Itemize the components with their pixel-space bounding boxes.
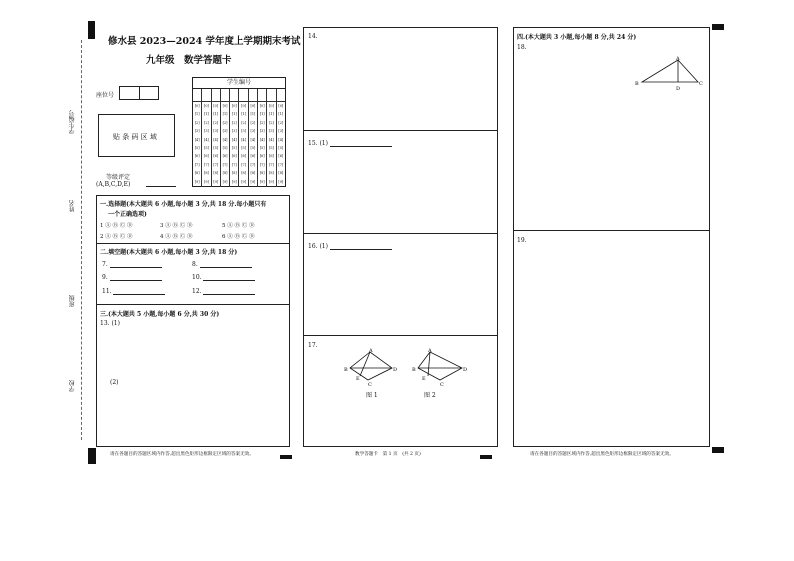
student-id-digit-box[interactable] <box>258 89 266 102</box>
student-id-bubble[interactable]: [2] <box>269 120 274 125</box>
student-id-bubble[interactable]: [2] <box>222 120 228 125</box>
tri-label-b: B <box>635 81 639 87</box>
registration-mark <box>88 21 95 39</box>
student-id-bubble[interactable]: [5] <box>241 146 247 151</box>
registration-mark <box>712 24 724 30</box>
student-id-digit-box[interactable] <box>193 89 201 102</box>
student-id-bubble[interactable]: [7] <box>213 162 219 167</box>
fig1-label-b: B <box>344 367 348 373</box>
student-id-bubble[interactable]: [1] <box>250 112 256 117</box>
student-id-bubble[interactable]: [6] <box>222 154 228 159</box>
q19-label: 19. <box>517 237 527 244</box>
student-id-bubble[interactable]: [4] <box>278 137 284 142</box>
student-id-bubble[interactable]: [5] <box>194 146 200 151</box>
student-id-bubble[interactable]: [8] <box>259 171 265 176</box>
student-id-bubble[interactable]: [4] <box>222 137 228 142</box>
calc-section-title: 三.(本大题共 5 小题,每小题 6 分,共 30 分) <box>100 311 220 318</box>
student-id-bubble[interactable]: [6] <box>204 154 209 159</box>
student-id-grid <box>192 77 286 187</box>
choice-row-6[interactable]: 6 Ⓐ Ⓑ Ⓒ Ⓓ <box>222 234 255 240</box>
student-id-bubble[interactable]: [3] <box>269 129 274 134</box>
figure-2-caption: 图 2 <box>424 392 436 399</box>
student-id-column[interactable] <box>277 89 285 187</box>
student-id-bubble[interactable]: [5] <box>213 146 219 151</box>
student-id-bubble[interactable]: [3] <box>222 129 228 134</box>
student-id-bubble[interactable]: [0] <box>213 104 219 108</box>
student-id-digit-box[interactable] <box>230 89 238 102</box>
student-id-bubble[interactable]: [0] <box>241 104 247 108</box>
q13-part1: 13. (1) <box>100 320 120 327</box>
fig1-label-c: C <box>368 382 372 388</box>
student-id-bubble[interactable]: [9] <box>204 179 209 184</box>
choice-section-title-2: 一个正确选项) <box>108 211 147 218</box>
student-id-column[interactable] <box>202 89 211 187</box>
student-id-column[interactable] <box>267 89 276 187</box>
student-id-bubble[interactable]: [6] <box>278 154 284 159</box>
q15-label[interactable]: 15. (1) <box>308 140 392 147</box>
fill-item-8[interactable]: 8. <box>192 261 252 268</box>
student-id-column[interactable] <box>249 89 258 187</box>
fill-item-12[interactable]: 12. <box>192 288 255 295</box>
side-label-class: 班级 <box>69 295 76 307</box>
student-id-bubble[interactable]: [1] <box>259 112 265 117</box>
student-id-bubble[interactable]: [1] <box>222 112 228 117</box>
student-id-bubble[interactable]: [4] <box>250 137 256 142</box>
student-id-bubble[interactable]: [5] <box>259 146 265 151</box>
student-id-bubble[interactable]: [9] <box>241 179 247 184</box>
student-id-bubble[interactable]: [1] <box>204 112 209 117</box>
student-id-bubble[interactable]: [2] <box>241 120 247 125</box>
binding-line <box>81 40 82 440</box>
fig2-label-a: A <box>428 348 432 354</box>
student-id-bubble[interactable]: [5] <box>250 146 256 151</box>
student-id-bubble[interactable]: [4] <box>269 137 274 142</box>
student-id-bubble[interactable]: [8] <box>213 171 219 176</box>
grade-options: (A,B,C,D,E) <box>96 181 131 188</box>
student-id-bubble[interactable]: [1] <box>269 112 274 117</box>
triangle-figure <box>632 56 706 92</box>
exam-title: 修水县 2023—2024 学年度上学期期末考试 <box>108 36 301 47</box>
tri-label-d: D <box>676 86 681 92</box>
fig2-label-c: C <box>440 382 444 388</box>
student-id-column[interactable] <box>221 89 230 187</box>
side-label-school: 学校 <box>69 380 76 392</box>
seat-label: 座位号 <box>96 92 115 99</box>
fill-section-title: 二.填空题(本大题共 6 小题,每小题 3 分,共 18 分) <box>100 249 238 256</box>
student-id-bubble[interactable]: [4] <box>241 137 247 142</box>
student-id-bubble[interactable]: [0] <box>259 104 265 108</box>
student-id-bubble[interactable]: [3] <box>259 129 265 134</box>
student-id-bubble[interactable]: [3] <box>241 129 247 134</box>
side-label-name: 姓名 <box>69 200 76 212</box>
grade-label: 等级评定 <box>106 174 131 181</box>
q14-label: 14. <box>308 33 318 40</box>
student-id-bubble[interactable]: [9] <box>194 179 200 184</box>
student-id-bubble[interactable]: [6] <box>231 154 237 159</box>
student-id-bubble[interactable]: [9] <box>231 179 237 184</box>
student-id-bubble[interactable]: [0] <box>250 104 256 108</box>
student-id-bubble[interactable]: [9] <box>213 179 219 184</box>
fig1-label-e: E <box>356 376 360 382</box>
student-id-bubble[interactable]: [7] <box>231 162 237 167</box>
student-id-bubble[interactable]: [2] <box>278 120 284 125</box>
q17-label: 17. <box>308 342 318 349</box>
student-id-bubble[interactable]: [0] <box>269 104 274 108</box>
student-id-column[interactable] <box>239 89 248 187</box>
fig2-label-b: B <box>412 367 416 373</box>
student-id-bubble[interactable]: [9] <box>278 179 284 184</box>
student-id-bubble[interactable]: [4] <box>213 137 219 142</box>
student-id-bubble[interactable]: [3] <box>250 129 256 134</box>
footer-note-right: 请在各题目的答题区域内作答,超出黑色矩形边框限定区域的答案无效。 <box>530 452 674 457</box>
choice-row-4[interactable]: 4 Ⓐ Ⓑ Ⓒ Ⓓ <box>160 234 193 240</box>
student-id-bubble[interactable]: [4] <box>194 137 200 142</box>
registration-mark <box>480 455 492 459</box>
student-id-bubble[interactable]: [3] <box>213 129 219 134</box>
student-id-bubble[interactable]: [8] <box>231 171 237 176</box>
student-id-title: 学生编号 <box>193 78 285 89</box>
student-id-bubble[interactable]: [1] <box>231 112 237 117</box>
student-id-bubble[interactable]: [3] <box>204 129 209 134</box>
registration-mark <box>88 448 96 464</box>
student-id-bubble[interactable]: [2] <box>213 120 219 125</box>
student-id-bubble[interactable]: [2] <box>259 120 265 125</box>
student-id-bubble[interactable]: [0] <box>194 104 200 108</box>
student-id-bubble[interactable]: [7] <box>241 162 247 167</box>
student-id-bubble[interactable]: [9] <box>269 179 274 184</box>
student-id-bubble[interactable]: [7] <box>204 162 209 167</box>
student-id-bubble[interactable]: [3] <box>231 129 237 134</box>
student-id-bubble[interactable]: [7] <box>259 162 265 167</box>
registration-mark <box>712 447 724 453</box>
student-id-column[interactable] <box>230 89 239 187</box>
student-id-bubble[interactable]: [7] <box>269 162 274 167</box>
section-4-title: 四.(本大题共 3 小题,每小题 8 分,共 24 分) <box>517 34 637 41</box>
choice-row-5[interactable]: 5 Ⓐ Ⓑ Ⓒ Ⓓ <box>222 223 255 229</box>
student-id-bubble[interactable]: [5] <box>231 146 237 151</box>
side-label-student-id: 学生编号 <box>69 110 76 134</box>
student-id-bubble[interactable]: [8] <box>241 171 247 176</box>
student-id-bubble[interactable]: [5] <box>269 146 274 151</box>
student-id-bubble[interactable]: [8] <box>194 171 200 176</box>
student-id-digit-box[interactable] <box>267 89 275 102</box>
student-id-bubble[interactable]: [3] <box>194 129 200 134</box>
student-id-bubble[interactable]: [2] <box>231 120 237 125</box>
choice-section-title: 一.选择题(本大题共 6 小题,每小题 3 分,共 18 分.每小题只有 <box>100 201 267 208</box>
student-id-digit-box[interactable] <box>249 89 257 102</box>
student-id-bubble[interactable]: [6] <box>250 154 256 159</box>
card-title: 九年级 数学答题卡 <box>146 55 232 66</box>
q13-part2: (2) <box>110 379 119 386</box>
student-id-digit-box[interactable] <box>239 89 247 102</box>
q18-label: 18. <box>517 44 527 51</box>
student-id-bubble[interactable]: [1] <box>278 112 284 117</box>
tri-label-c: C <box>699 81 703 87</box>
student-id-bubble[interactable]: [5] <box>278 146 284 151</box>
student-id-bubble[interactable]: [7] <box>194 162 200 167</box>
student-id-bubble[interactable]: [5] <box>204 146 209 151</box>
grade-blank[interactable] <box>146 186 176 187</box>
footer-note-left: 请在各题目的答题区域内作答,超出黑色矩形边框限定区域的答案无效。 <box>110 452 254 457</box>
student-id-column[interactable] <box>193 89 202 187</box>
student-id-bubble[interactable]: [9] <box>259 179 265 184</box>
student-id-bubble[interactable]: [6] <box>259 154 265 159</box>
student-id-bubble[interactable]: [7] <box>278 162 284 167</box>
student-id-bubble[interactable]: [7] <box>250 162 256 167</box>
student-id-bubble[interactable]: [8] <box>204 171 209 176</box>
footer-page-number: 数学答题卡 第 1 页 (共 2 页) <box>355 452 421 457</box>
student-id-bubble[interactable]: [3] <box>278 129 284 134</box>
student-id-bubble[interactable]: [5] <box>222 146 228 151</box>
student-id-digit-box[interactable] <box>277 89 285 102</box>
student-id-bubble[interactable]: [2] <box>194 120 200 125</box>
student-id-bubble[interactable]: [4] <box>231 137 237 142</box>
registration-mark <box>280 455 292 459</box>
q16-label[interactable]: 16. (1) <box>308 243 392 250</box>
student-id-bubble[interactable]: [2] <box>250 120 256 125</box>
fig1-label-a: A <box>369 348 373 354</box>
student-id-bubble[interactable]: [0] <box>204 104 209 108</box>
choice-row-3[interactable]: 3 Ⓐ Ⓑ Ⓒ Ⓓ <box>160 223 193 229</box>
student-id-bubble[interactable]: [2] <box>204 120 209 125</box>
student-id-bubble[interactable]: [1] <box>241 112 247 117</box>
fill-item-10[interactable]: 10. <box>192 274 255 281</box>
student-id-bubble[interactable]: [8] <box>222 171 228 176</box>
student-id-bubble[interactable]: [0] <box>278 104 284 108</box>
student-id-bubble[interactable]: [8] <box>250 171 256 176</box>
student-id-bubble[interactable]: [4] <box>204 137 209 142</box>
student-id-digit-box[interactable] <box>212 89 220 102</box>
tri-label-a: A <box>676 56 680 62</box>
fig2-label-d: D <box>463 367 468 373</box>
student-id-bubble[interactable]: [1] <box>194 112 200 117</box>
student-id-bubble[interactable]: [6] <box>194 154 200 159</box>
student-id-bubble[interactable]: [8] <box>278 171 284 176</box>
student-id-bubble[interactable]: [7] <box>222 162 228 167</box>
fill-item-9[interactable]: 9. <box>102 274 162 281</box>
student-id-bubble[interactable]: [8] <box>269 171 274 176</box>
student-id-bubble[interactable]: [6] <box>241 154 247 159</box>
student-id-bubble[interactable]: [0] <box>222 104 228 108</box>
fill-item-11[interactable]: 11. <box>102 288 165 295</box>
student-id-column[interactable] <box>258 89 267 187</box>
choice-row-2[interactable]: 2 Ⓐ Ⓑ Ⓒ Ⓓ <box>100 234 133 240</box>
student-id-column[interactable] <box>212 89 221 187</box>
student-id-bubble[interactable]: [0] <box>231 104 237 108</box>
fig1-label-d: D <box>393 367 398 373</box>
figure-1-caption: 图 1 <box>366 392 378 399</box>
barcode-label: 贴 条 码 区 域 <box>113 133 157 141</box>
student-id-bubble[interactable]: [6] <box>269 154 274 159</box>
fig2-label-e: E <box>422 376 426 382</box>
student-id-bubble[interactable]: [4] <box>259 137 265 142</box>
choice-row-1[interactable]: 1 Ⓐ Ⓑ Ⓒ Ⓓ <box>100 223 133 229</box>
student-id-bubble[interactable]: [6] <box>213 154 219 159</box>
student-id-bubble[interactable]: [1] <box>213 112 219 117</box>
figure-1 <box>340 346 404 390</box>
student-id-bubble[interactable]: [9] <box>222 179 228 184</box>
student-id-digit-box[interactable] <box>221 89 229 102</box>
fill-item-7[interactable]: 7. <box>102 261 162 268</box>
figure-2 <box>412 346 476 390</box>
student-id-digit-box[interactable] <box>202 89 210 102</box>
student-id-bubble[interactable]: [9] <box>250 179 256 184</box>
